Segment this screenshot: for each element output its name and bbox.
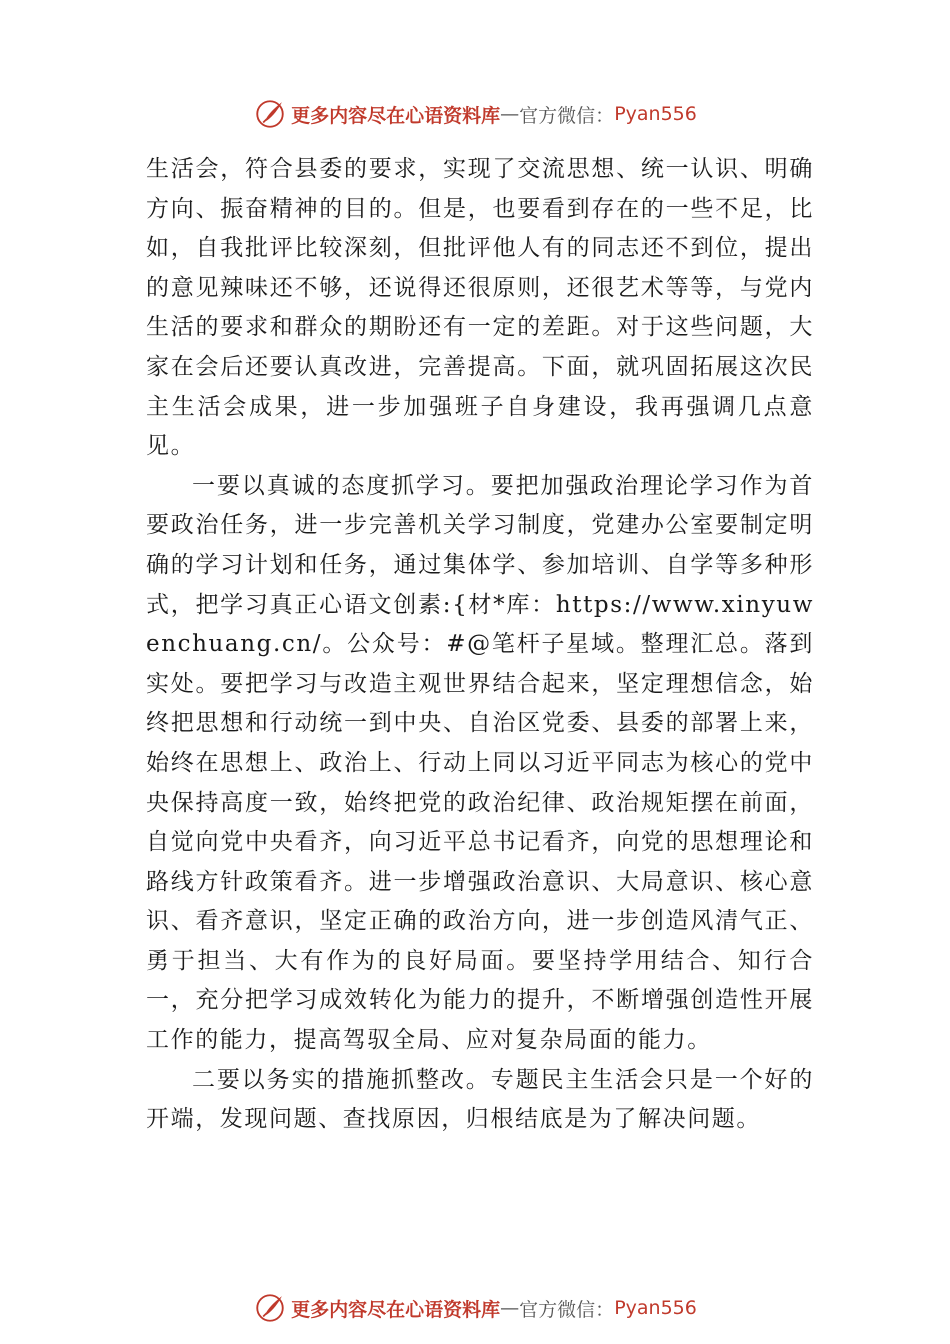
banner-wechat-id: Pyan556 [614,1297,697,1319]
quill-logo-icon [253,1291,287,1325]
banner-wechat-id: Pyan556 [614,103,697,125]
body-paragraph: 一要以真诚的态度抓学习。要把加强政治理论学习作为首要政治任务，进一步完善机关学习制度，党建办公室要制定明确的学习计划和任务，通过集体学、参加培训、自学等多种形式，把学习真正心语文创素:{材*库：https://www.xinyuwenchuang.cn/。公众号：#@笔杆子星域。整理汇总。落到实处。要把学习与改造主观世界结合起来，坚定理想信念，始终把思想和行动统一到中央、自治区党委、县委的部署上来，始终在思想上、政治上、行动上同以习近平同志为核心的党中央保持高度一致，始终把党的政治纪律、政治规矩摆在前面，自觉向党中央看齐，向习近平总书记看齐，向党的思想理论和路线方针政策看齐。进一步增强政治意识、大局意识、核心意识、看齐意识，坚定正确的政治方向，进一步创造风清气正、勇于担当、大有作为的良好局面。要坚持学用结合、知行合一，充分把学习成效转化为能力的提升，不断增强创造性开展工作的能力，提高驾驭全局、应对复杂局面的能力。 [146,472,814,1054]
body-paragraph: 二要以务实的措施抓整改。专题民主生活会只是一个好的开端，发现问题、查找原因，归根结底是为了解决问题。 [146,1066,814,1133]
body-paragraph: 生活会，符合县委的要求，实现了交流思想、统一认识、明确方向、振奋精神的目的。但是，也要看到存在的一些不足，比如，自我批评比较深刻，但批评他人有的同志还不到位，提出的意见辣味还不够，还说得还很原则，还很艺术等等，与党内生活的要求和群众的期盼还有一定的差距。对于这些问题，大家在会后还要认真改进，完善提高。下面，就巩固拓展这次民主生活会成果，进一步加强班子自身建设，我再强调几点意见。 [146,156,814,460]
banner-separator: — [500,103,520,125]
banner-separator: — [500,1297,520,1319]
footer-banner [0,1288,950,1328]
banner-wechat-label: 官方微信： [519,104,615,127]
banner-brand: 更多内容尽在心语资料库 [291,104,501,127]
quill-logo-icon [253,97,287,131]
banner-brand: 更多内容尽在心语资料库 [291,1298,501,1321]
document-body [146,150,814,1140]
banner-wechat-label: 官方微信： [519,1298,615,1321]
header-banner [0,94,950,134]
